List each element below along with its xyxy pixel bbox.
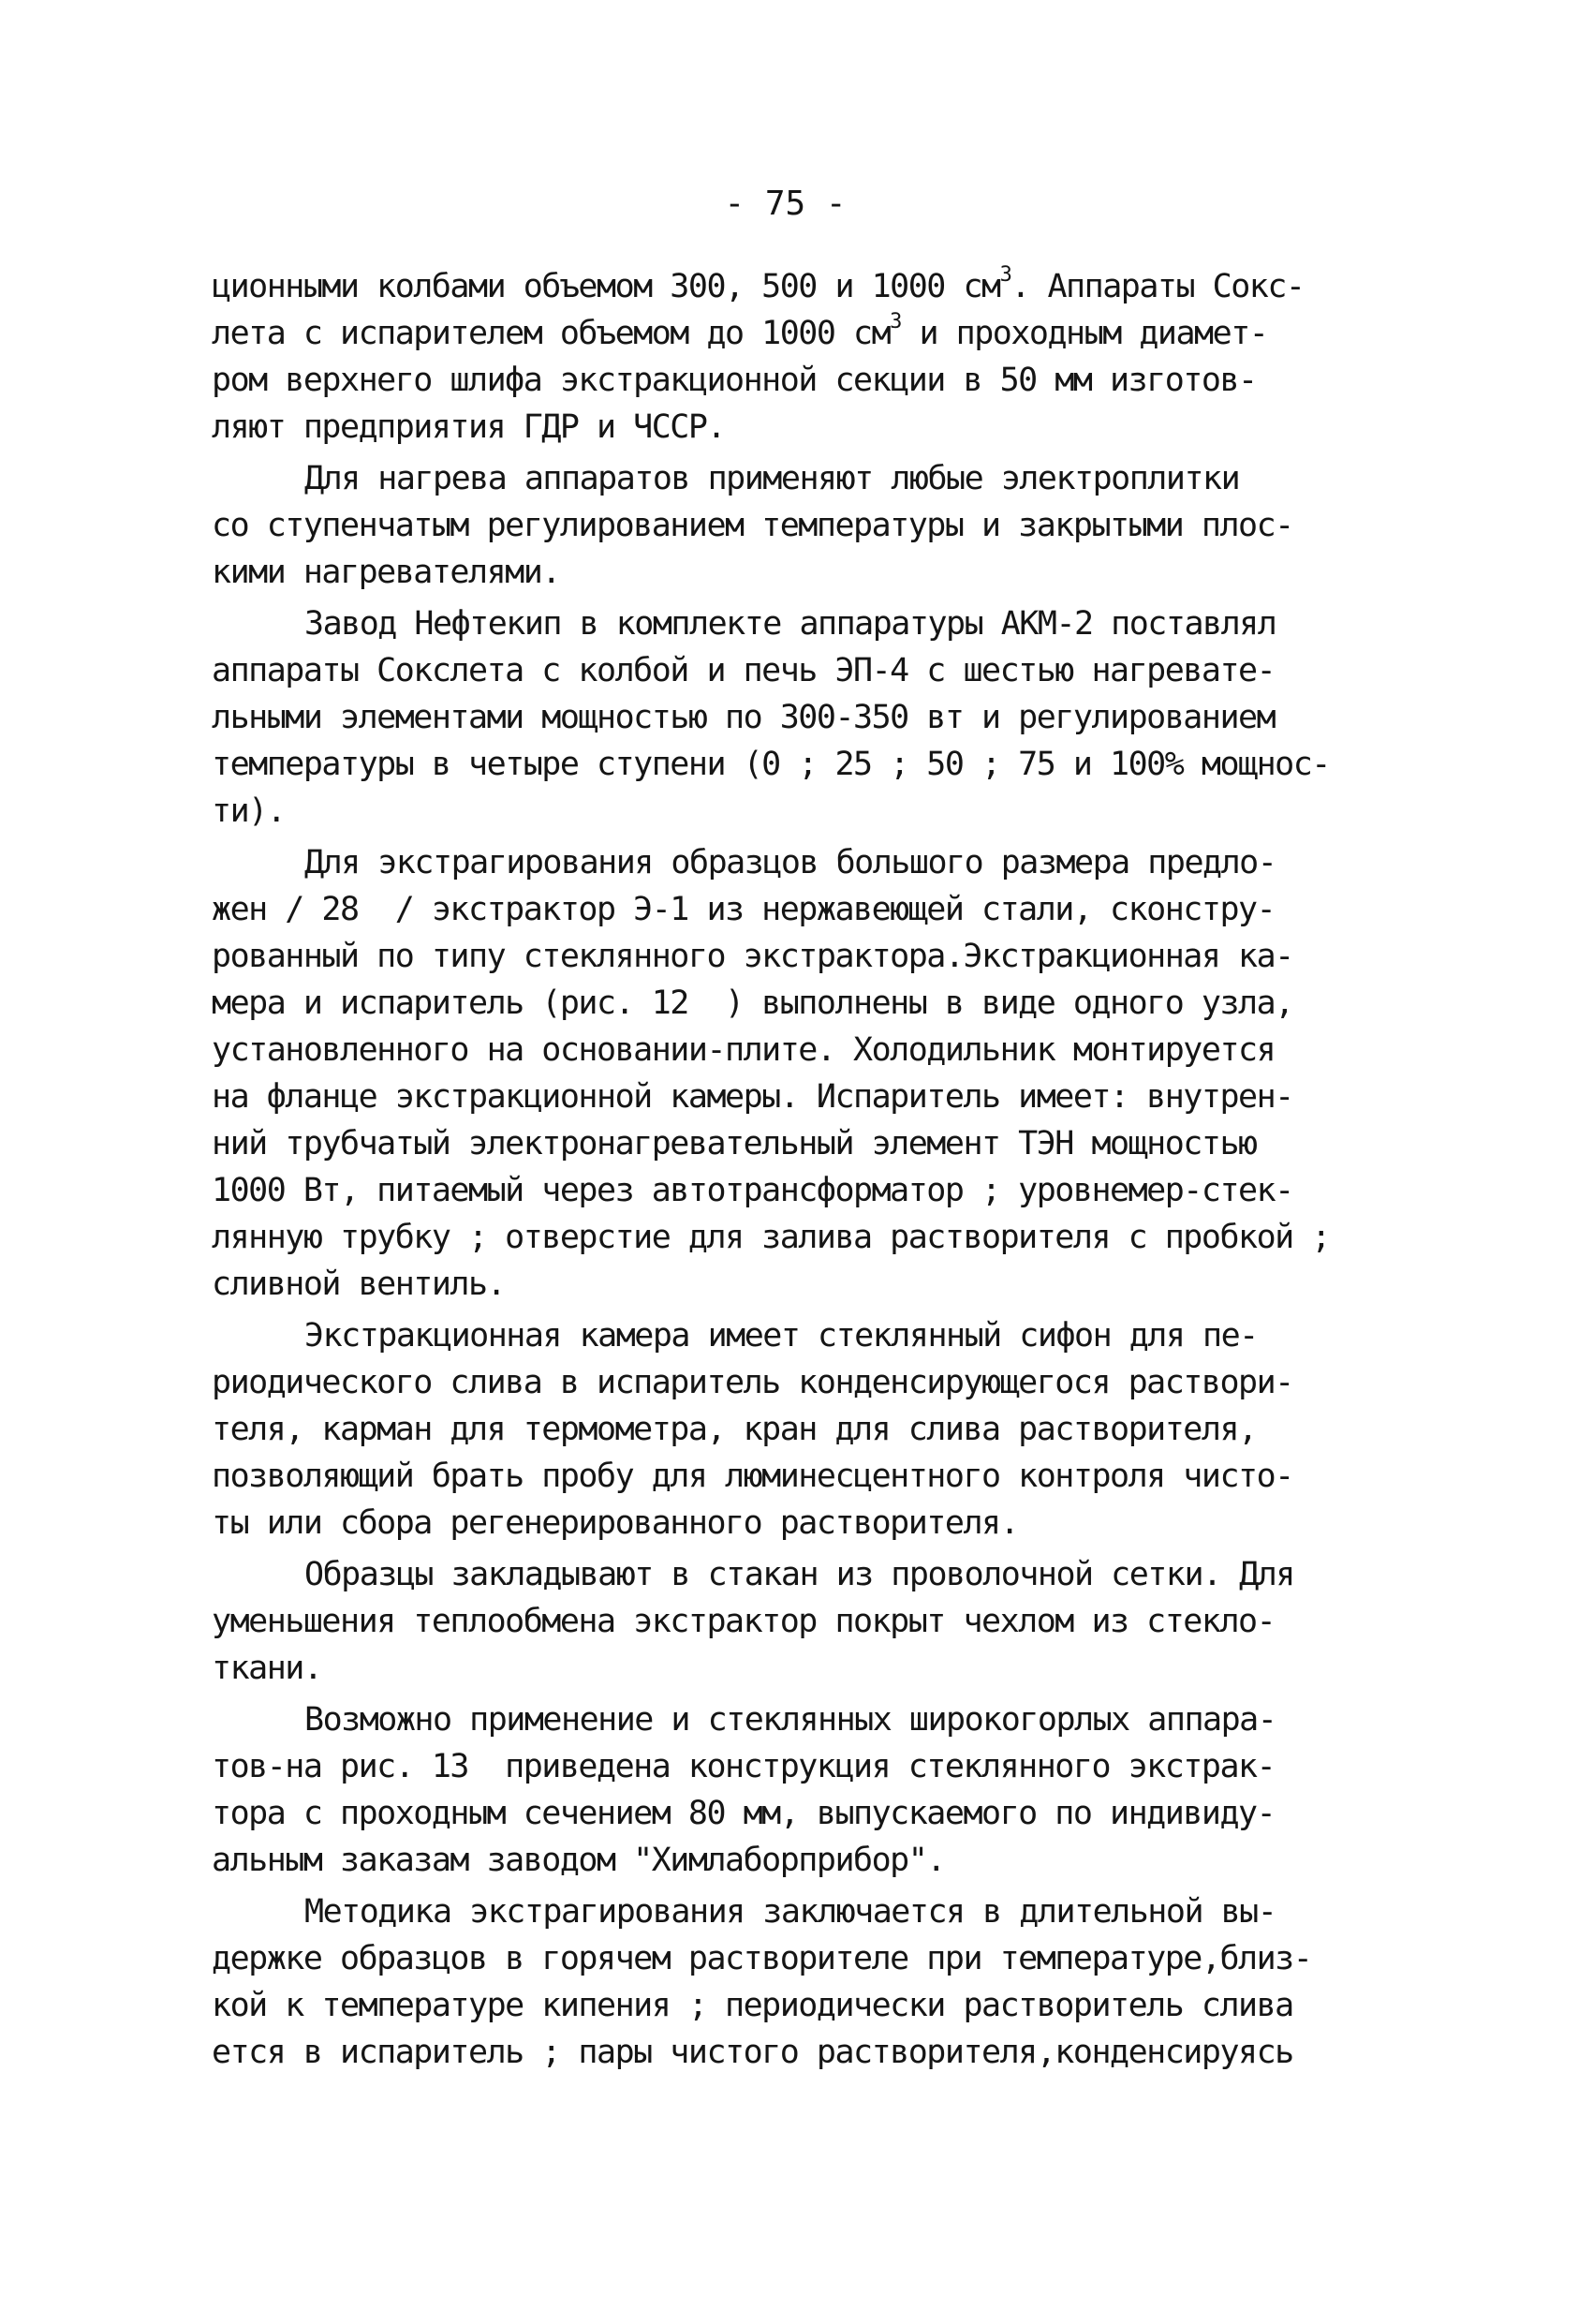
text-line	[212, 263, 1416, 310]
text-span: температуры в четыре ступени (0 ; 25 ; 50 ; 75 и 100% мощнос-	[212, 746, 1330, 783]
text-line	[212, 1167, 1416, 1214]
text-line	[212, 1214, 1416, 1261]
text-span: сливной вентиль.	[212, 1266, 506, 1303]
text-line	[212, 933, 1416, 980]
text-line	[212, 647, 1416, 694]
text-span: ткани.	[212, 1650, 322, 1687]
text-line	[212, 980, 1416, 1027]
superscript: 3	[999, 263, 1011, 288]
page-number: - 75 -	[724, 185, 847, 223]
text-span: тора с проходным сечением 80 мм, выпускаемого по индивиду-	[212, 1795, 1276, 1832]
text-line	[212, 1453, 1416, 1500]
text-line	[212, 1645, 1416, 1692]
text-span: рованный по типу стеклянного экстрактора.Экстракционная ка-	[212, 938, 1293, 975]
text-line	[212, 404, 1416, 451]
text-span: и проходным диамет-	[900, 315, 1268, 352]
text-line	[212, 788, 1416, 835]
text-line	[212, 549, 1416, 596]
text-line	[212, 1359, 1416, 1406]
text-line	[212, 1837, 1416, 1884]
text-line	[212, 1073, 1416, 1120]
text-line	[212, 357, 1416, 404]
text-line	[212, 600, 1416, 647]
text-line	[212, 502, 1416, 549]
text-span: Для нагрева аппаратов применяют любые электроплитки	[304, 460, 1240, 497]
text-span: аппараты Сокслета с колбой и печь ЭП-4 с шестью нагревате-	[212, 652, 1276, 689]
text-span: лета с испарителем объемом до 1000 см	[212, 315, 891, 352]
text-line	[212, 741, 1416, 788]
text-span: льными элементами мощностью по 300-350 вт и регулированием	[212, 699, 1276, 736]
text-span: кой к температуре кипения ; периодически растворитель слива	[212, 1987, 1293, 2024]
body-text	[212, 263, 1416, 2076]
text-span: Методика экстрагирования заключается в длительной вы-	[304, 1893, 1276, 1931]
text-span: ется в испаритель ; пары чистого растворителя,конденсируясь	[212, 2034, 1293, 2071]
text-span: Завод Нефтекип в комплекте аппаратуры АКМ-2 поставлял	[304, 605, 1276, 643]
text-line	[212, 1500, 1416, 1547]
text-line	[212, 1696, 1416, 1743]
text-span: теля, карман для термометра, кран для слива растворителя,	[212, 1411, 1257, 1448]
text-line	[212, 694, 1416, 741]
text-span: на фланце экстракционной камеры. Испаритель имеет: внутрен-	[212, 1078, 1293, 1116]
text-span: риодического слива в испаритель конденсирующегося раствори-	[212, 1364, 1293, 1401]
text-span: уменьшения теплообмена экстрактор покрыт чехлом из стекло-	[212, 1603, 1276, 1640]
text-span: ционными колбами объемом 300, 500 и 1000 см	[212, 268, 1000, 305]
text-line	[212, 1888, 1416, 1935]
text-span: со ступенчатым регулированием температуры и закрытыми плос-	[212, 507, 1293, 544]
text-span: ты или сбора регенерированного растворителя.	[212, 1504, 1019, 1542]
text-span: . Аппараты Сокс-	[1010, 268, 1305, 305]
text-line	[212, 1261, 1416, 1308]
text-span: позволяющий брать пробу для люминесцентного контроля чисто-	[212, 1458, 1293, 1495]
text-span: жен / 28 / экстрактор Э-1 из нержавеющей стали, сконстру-	[212, 891, 1276, 928]
text-line	[212, 1743, 1416, 1790]
text-span: ний трубчатый электронагревательный элемент ТЭН мощностью	[212, 1125, 1257, 1162]
text-line	[212, 1790, 1416, 1837]
text-line	[212, 2029, 1416, 2076]
text-span: мера и испаритель (рис. 12 ) выполнены в виде одного узла,	[212, 984, 1293, 1022]
text-line	[212, 1120, 1416, 1167]
text-span: тов-на рис. 13 приведена конструкция стеклянного экстрак-	[212, 1748, 1276, 1785]
text-line	[212, 839, 1416, 886]
text-line	[212, 1935, 1416, 1982]
superscript: 3	[890, 310, 901, 334]
text-line	[212, 886, 1416, 933]
text-span: альным заказам заводом "Химлаборприбор".	[212, 1842, 945, 1879]
text-span: лянную трубку ; отверстие для залива растворителя с пробкой ;	[212, 1219, 1330, 1256]
text-span: Для экстрагирования образцов большого размера предло-	[304, 844, 1276, 881]
text-line	[212, 1598, 1416, 1645]
text-span: держке образцов в горячем растворителе при температуре,близ-	[212, 1940, 1312, 1977]
text-line	[212, 1312, 1416, 1359]
text-line	[212, 1982, 1416, 2029]
text-span: Образцы закладывают в стакан из проволочной сетки. Для	[304, 1556, 1294, 1593]
text-span: установленного на основании-плите. Холодильник монтируется	[212, 1031, 1276, 1069]
text-span: Возможно применение и стеклянных широкогорлых аппара-	[304, 1701, 1276, 1739]
text-line	[212, 1406, 1416, 1453]
text-line	[212, 1551, 1416, 1598]
text-span: кими нагревателями.	[212, 554, 560, 591]
text-line	[212, 455, 1416, 502]
text-line	[212, 1027, 1416, 1073]
text-span: ляют предприятия ГДР и ЧССР.	[212, 408, 726, 446]
text-span: ром верхнего шлифа экстракционной секции в 50 мм изготов-	[212, 362, 1257, 399]
text-span: Экстракционная камера имеет стеклянный сифон для пе-	[304, 1317, 1258, 1354]
text-span: ти).	[212, 792, 286, 830]
text-span: 1000 Вт, питаемый через автотрансформатор ; уровнемер-стек-	[212, 1172, 1293, 1209]
text-line	[212, 310, 1416, 357]
